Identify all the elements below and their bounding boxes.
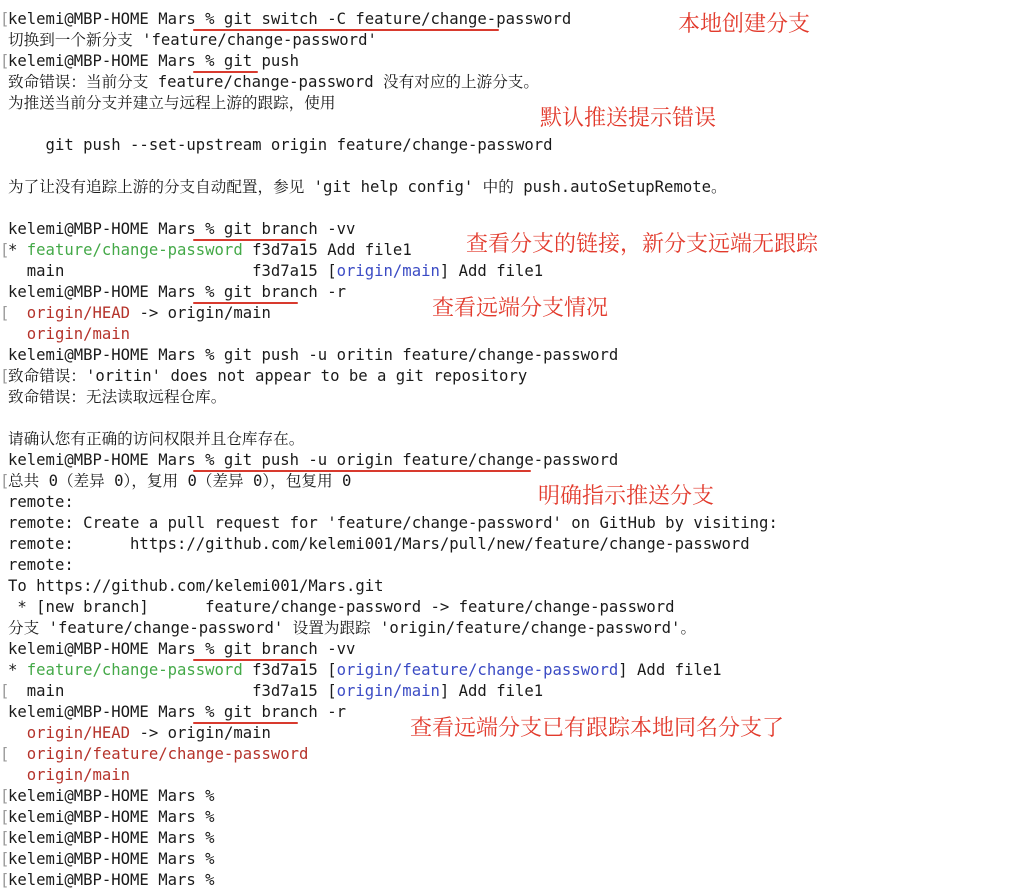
text-segment: 致命错误：'oritin' does not appear to be a git repository <box>8 367 528 385</box>
line-text <box>8 366 527 387</box>
annotation-label: 明确指示推送分支 <box>538 484 715 509</box>
text-segment: kelemi@MBP-HOME Mars % <box>8 787 215 805</box>
text-segment: kelemi@MBP-HOME Mars % git push -u oritin feature/change-password <box>8 346 619 364</box>
text-segment: kelemi@MBP-HOME Mars % <box>8 808 215 826</box>
text-segment: kelemi@MBP-HOME Mars % git switch -C feature/change-password <box>8 10 572 28</box>
line-text <box>8 807 215 828</box>
line-text <box>8 681 543 702</box>
line-marker: [ <box>0 10 10 28</box>
line-text <box>8 240 412 261</box>
text-segment: ] Add file1 <box>439 682 544 700</box>
command-underline <box>193 239 306 241</box>
line-text <box>8 471 351 492</box>
line-text <box>8 660 722 681</box>
command-underline <box>193 71 257 73</box>
text-segment: kelemi@MBP-HOME Mars % <box>8 850 215 868</box>
line-text <box>8 30 377 51</box>
line-text <box>8 513 778 534</box>
line-marker: [ <box>0 241 10 259</box>
branch-name-blue: origin/main <box>336 262 440 280</box>
text-segment: kelemi@MBP-HOME Mars % git branch -r <box>8 703 346 721</box>
line-text <box>8 765 130 786</box>
annotation-label: 查看远端分支已有跟踪本地同名分支了 <box>410 716 785 741</box>
line-text <box>8 492 74 513</box>
line-text <box>8 786 215 807</box>
branch-name-red: origin/HEAD <box>26 724 131 742</box>
text-segment <box>8 745 27 763</box>
line-text <box>8 849 215 870</box>
text-segment: main f3d7a15 [ <box>8 682 337 700</box>
command-underline <box>193 659 306 661</box>
command-underline <box>193 29 499 31</box>
text-segment: kelemi@MBP-HOME Mars % git branch -vv <box>8 640 356 658</box>
line-text <box>8 303 271 324</box>
text-segment: git push --set-upstream origin feature/change-password <box>8 136 553 154</box>
branch-name-red: origin/main <box>26 325 131 343</box>
text-segment: * [new branch] feature/change-password -> feature/change-password <box>8 598 675 616</box>
line-text <box>8 450 618 471</box>
line-text <box>8 555 74 576</box>
line-text <box>8 93 335 114</box>
line-text <box>8 576 384 597</box>
line-text <box>8 282 346 303</box>
text-segment: 切换到一个新分支 'feature/change-password' <box>8 31 377 49</box>
command-underline <box>193 302 298 304</box>
line-text <box>8 828 215 849</box>
branch-name-blue: origin/main <box>336 682 440 700</box>
line-marker: [ <box>0 745 10 763</box>
text-segment <box>8 724 27 742</box>
branch-name-red: origin/feature/change-password <box>26 745 309 763</box>
text-segment: 分支 'feature/change-password' 设置为跟踪 'origin/feature/change-password'。 <box>8 619 697 637</box>
line-text <box>8 51 299 72</box>
line-text <box>8 723 271 744</box>
line-text <box>8 324 130 345</box>
branch-name-green: feature/change-password <box>26 661 243 679</box>
text-segment: f3d7a15 Add file1 <box>242 241 412 259</box>
text-segment <box>8 325 27 343</box>
text-segment: ] Add file1 <box>618 661 722 679</box>
line-text <box>8 618 696 639</box>
text-segment: To https://github.com/kelemi001/Mars.git <box>8 577 384 595</box>
text-segment <box>8 766 27 784</box>
text-segment: * <box>8 661 27 679</box>
line-text <box>8 177 727 198</box>
branch-name-red: origin/HEAD <box>26 304 131 322</box>
annotation-label: 本地创建分支 <box>678 12 811 37</box>
line-marker: [ <box>0 787 10 805</box>
text-segment: -> origin/main <box>130 724 271 742</box>
line-marker: [ <box>0 367 10 385</box>
text-segment: 为推送当前分支并建立与远程上游的跟踪，使用 <box>8 94 336 112</box>
line-text <box>8 9 571 30</box>
line-text <box>8 345 618 366</box>
text-segment: 致命错误：当前分支 feature/change-password 没有对应的上游分支。 <box>8 73 539 91</box>
text-segment: remote: https://github.com/kelemi001/Mars/pull/new/feature/change-password <box>8 535 750 553</box>
branch-name-red: origin/main <box>26 766 131 784</box>
text-segment: remote: <box>8 493 74 511</box>
text-segment: 为了让没有追踪上游的分支自动配置，参见 'git help config' 中的 push.autoSetupRemote。 <box>8 178 727 196</box>
annotation-label: 查看分支的链接，新分支远端无跟踪 <box>466 232 819 257</box>
line-text <box>8 597 675 618</box>
text-segment: remote: Create a pull request for 'feature/change-password' on GitHub by visiting: <box>8 514 778 532</box>
text-segment: kelemi@MBP-HOME Mars % git push -u origin feature/change-password <box>8 451 619 469</box>
line-text <box>8 702 346 723</box>
line-marker: [ <box>0 52 10 70</box>
text-segment: kelemi@MBP-HOME Mars % git push <box>8 52 300 70</box>
line-text <box>8 639 355 660</box>
line-text <box>8 261 543 282</box>
text-segment: kelemi@MBP-HOME Mars % git branch -vv <box>8 220 356 238</box>
line-text <box>8 744 308 765</box>
text-segment: kelemi@MBP-HOME Mars % git branch -r <box>8 283 346 301</box>
line-marker: [ <box>0 472 10 490</box>
branch-name-blue: origin/feature/change-password <box>336 661 619 679</box>
line-text <box>8 429 304 450</box>
line-marker: [ <box>0 850 10 868</box>
text-segment <box>8 304 27 322</box>
line-marker: [ <box>0 304 10 322</box>
line-marker: [ <box>0 829 10 847</box>
annotation-label: 查看远端分支情况 <box>432 296 609 321</box>
line-text <box>8 534 750 555</box>
text-segment: kelemi@MBP-HOME Mars % <box>8 829 215 847</box>
line-text <box>8 135 553 156</box>
line-text <box>8 387 226 408</box>
command-underline <box>193 722 298 724</box>
line-marker: [ <box>0 808 10 826</box>
text-segment: ] Add file1 <box>439 262 544 280</box>
line-text <box>8 72 539 93</box>
text-segment: -> origin/main <box>130 304 271 322</box>
line-text <box>8 219 355 240</box>
annotation-label: 默认推送提示错误 <box>540 106 717 131</box>
line-text <box>8 870 215 891</box>
text-segment: f3d7a15 [ <box>242 661 337 679</box>
text-segment: kelemi@MBP-HOME Mars % <box>8 871 215 889</box>
text-segment: * <box>8 241 27 259</box>
line-marker: [ <box>0 871 10 889</box>
line-marker: [ <box>0 682 10 700</box>
text-segment: 总共 0（差异 0），复用 0（差异 0），包复用 0 <box>8 472 352 490</box>
branch-name-green: feature/change-password <box>26 241 243 259</box>
command-underline <box>193 470 531 472</box>
text-segment: remote: <box>8 556 74 574</box>
text-segment: 致命错误：无法读取远程仓库。 <box>8 388 227 406</box>
text-segment: main f3d7a15 [ <box>8 262 337 280</box>
text-segment: 请确认您有正确的访问权限并且仓库存在。 <box>8 430 305 448</box>
